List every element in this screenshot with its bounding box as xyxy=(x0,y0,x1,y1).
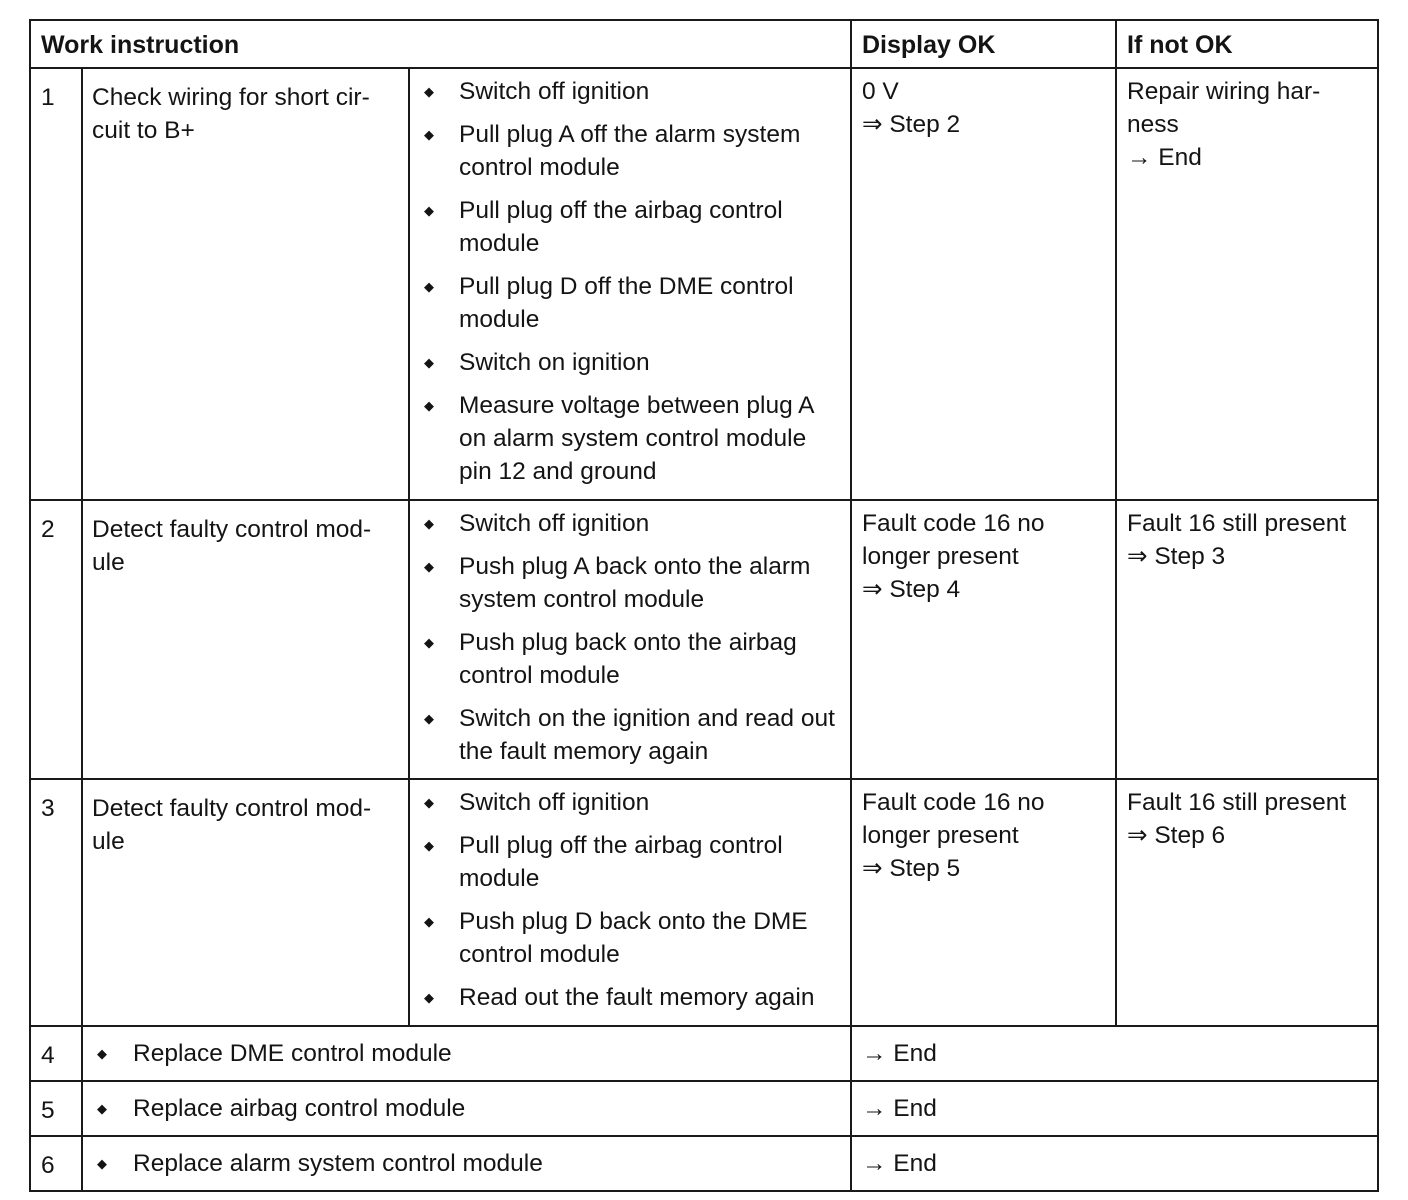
step-action-cell xyxy=(82,1081,851,1136)
if-not-ok-action: Fault 16 still present xyxy=(1127,789,1347,816)
header-row xyxy=(30,20,1378,68)
action-list xyxy=(93,1092,844,1125)
step-number: 3 xyxy=(30,779,82,1026)
step-title-text: Check wiring for short cir-cuit to B+ xyxy=(92,84,370,144)
table-row-step-5 xyxy=(30,1081,1378,1136)
if-not-ok-cell xyxy=(1116,68,1378,500)
list-item: ◆ Push plug back onto the airbag control module xyxy=(420,626,844,692)
header-work-instruction: Work instruction xyxy=(30,20,851,68)
step-title xyxy=(82,68,409,500)
step-number: 1 xyxy=(30,68,82,500)
work-instruction-sheet xyxy=(29,19,1377,1179)
header-display-ok: Display OK xyxy=(851,20,1116,68)
list-item: ◆ Replace airbag control module xyxy=(93,1092,844,1125)
if-not-ok-cell xyxy=(1116,500,1378,779)
step-action-cell xyxy=(82,1136,851,1191)
step-number: 5 xyxy=(30,1081,82,1136)
step-actions xyxy=(409,779,851,1026)
if-not-ok-action: Repair wiring har-ness xyxy=(1127,78,1321,138)
display-ok-next: ⇒ Step 4 xyxy=(862,576,961,603)
action-list xyxy=(420,786,844,1014)
step-action-cell xyxy=(82,1026,851,1081)
table-row-step-1 xyxy=(30,68,1378,500)
list-item: ◆ Replace DME control module xyxy=(93,1037,844,1070)
if-not-ok-cell xyxy=(1116,779,1378,1026)
step-title-text: Detect faulty control mod-ule xyxy=(92,516,372,576)
display-ok-cell xyxy=(851,779,1116,1026)
list-item: ◆ Pull plug off the airbag control module xyxy=(420,194,844,260)
table-row-step-4 xyxy=(30,1026,1378,1081)
step-actions xyxy=(409,500,851,779)
header-if-not-ok: If not OK xyxy=(1116,20,1378,68)
step-result: → End xyxy=(851,1136,1378,1191)
display-ok-cell xyxy=(851,68,1116,500)
table-row-step-3 xyxy=(30,779,1378,1026)
list-item: ◆ Switch off ignition xyxy=(420,75,844,108)
table-row-step-6 xyxy=(30,1136,1378,1191)
display-ok-cell xyxy=(851,500,1116,779)
list-item: ◆ Switch off ignition xyxy=(420,786,844,819)
work-instruction-table xyxy=(29,19,1379,1192)
action-list xyxy=(93,1037,844,1070)
action-list xyxy=(420,507,844,768)
display-ok-value: Fault code 16 no longer present xyxy=(862,510,1045,570)
list-item: ◆ Pull plug D off the DME control module xyxy=(420,270,844,336)
action-list xyxy=(93,1147,844,1180)
if-not-ok-next: ⇒ Step 3 xyxy=(1127,543,1226,570)
step-result: → End xyxy=(851,1026,1378,1081)
display-ok-value: 0 V xyxy=(862,78,899,105)
step-number: 2 xyxy=(30,500,82,779)
step-actions xyxy=(409,68,851,500)
action-list xyxy=(420,75,844,488)
if-not-ok-next: ⇒ Step 6 xyxy=(1127,822,1226,849)
list-item: ◆ Push plug D back onto the DME control module xyxy=(420,905,844,971)
step-number: 4 xyxy=(30,1026,82,1081)
display-ok-next: ⇒ Step 5 xyxy=(862,855,961,882)
if-not-ok-action: Fault 16 still present xyxy=(1127,510,1347,537)
step-title-text: Detect faulty control mod-ule xyxy=(92,795,372,855)
list-item: ◆ Push plug A back onto the alarm system control module xyxy=(420,550,844,616)
list-item: ◆ Switch on ignition xyxy=(420,346,844,379)
if-not-ok-next: → End xyxy=(1127,144,1202,171)
list-item: ◆ Pull plug A off the alarm system control module xyxy=(420,118,844,184)
display-ok-next: ⇒ Step 2 xyxy=(862,111,961,138)
step-title xyxy=(82,779,409,1026)
step-number: 6 xyxy=(30,1136,82,1191)
display-ok-value: Fault code 16 no longer present xyxy=(862,789,1045,849)
step-result: → End xyxy=(851,1081,1378,1136)
table-row-step-2 xyxy=(30,500,1378,779)
list-item: ◆ Replace alarm system control module xyxy=(93,1147,844,1180)
list-item: ◆ Switch on the ignition and read out the fault memory again xyxy=(420,702,844,768)
step-title xyxy=(82,500,409,779)
list-item: ◆ Switch off ignition xyxy=(420,507,844,540)
list-item: ◆ Read out the fault memory again xyxy=(420,981,844,1014)
list-item: ◆ Pull plug off the airbag control module xyxy=(420,829,844,895)
list-item: ◆ Measure voltage between plug A on alarm system control module pin 12 and ground xyxy=(420,389,844,488)
